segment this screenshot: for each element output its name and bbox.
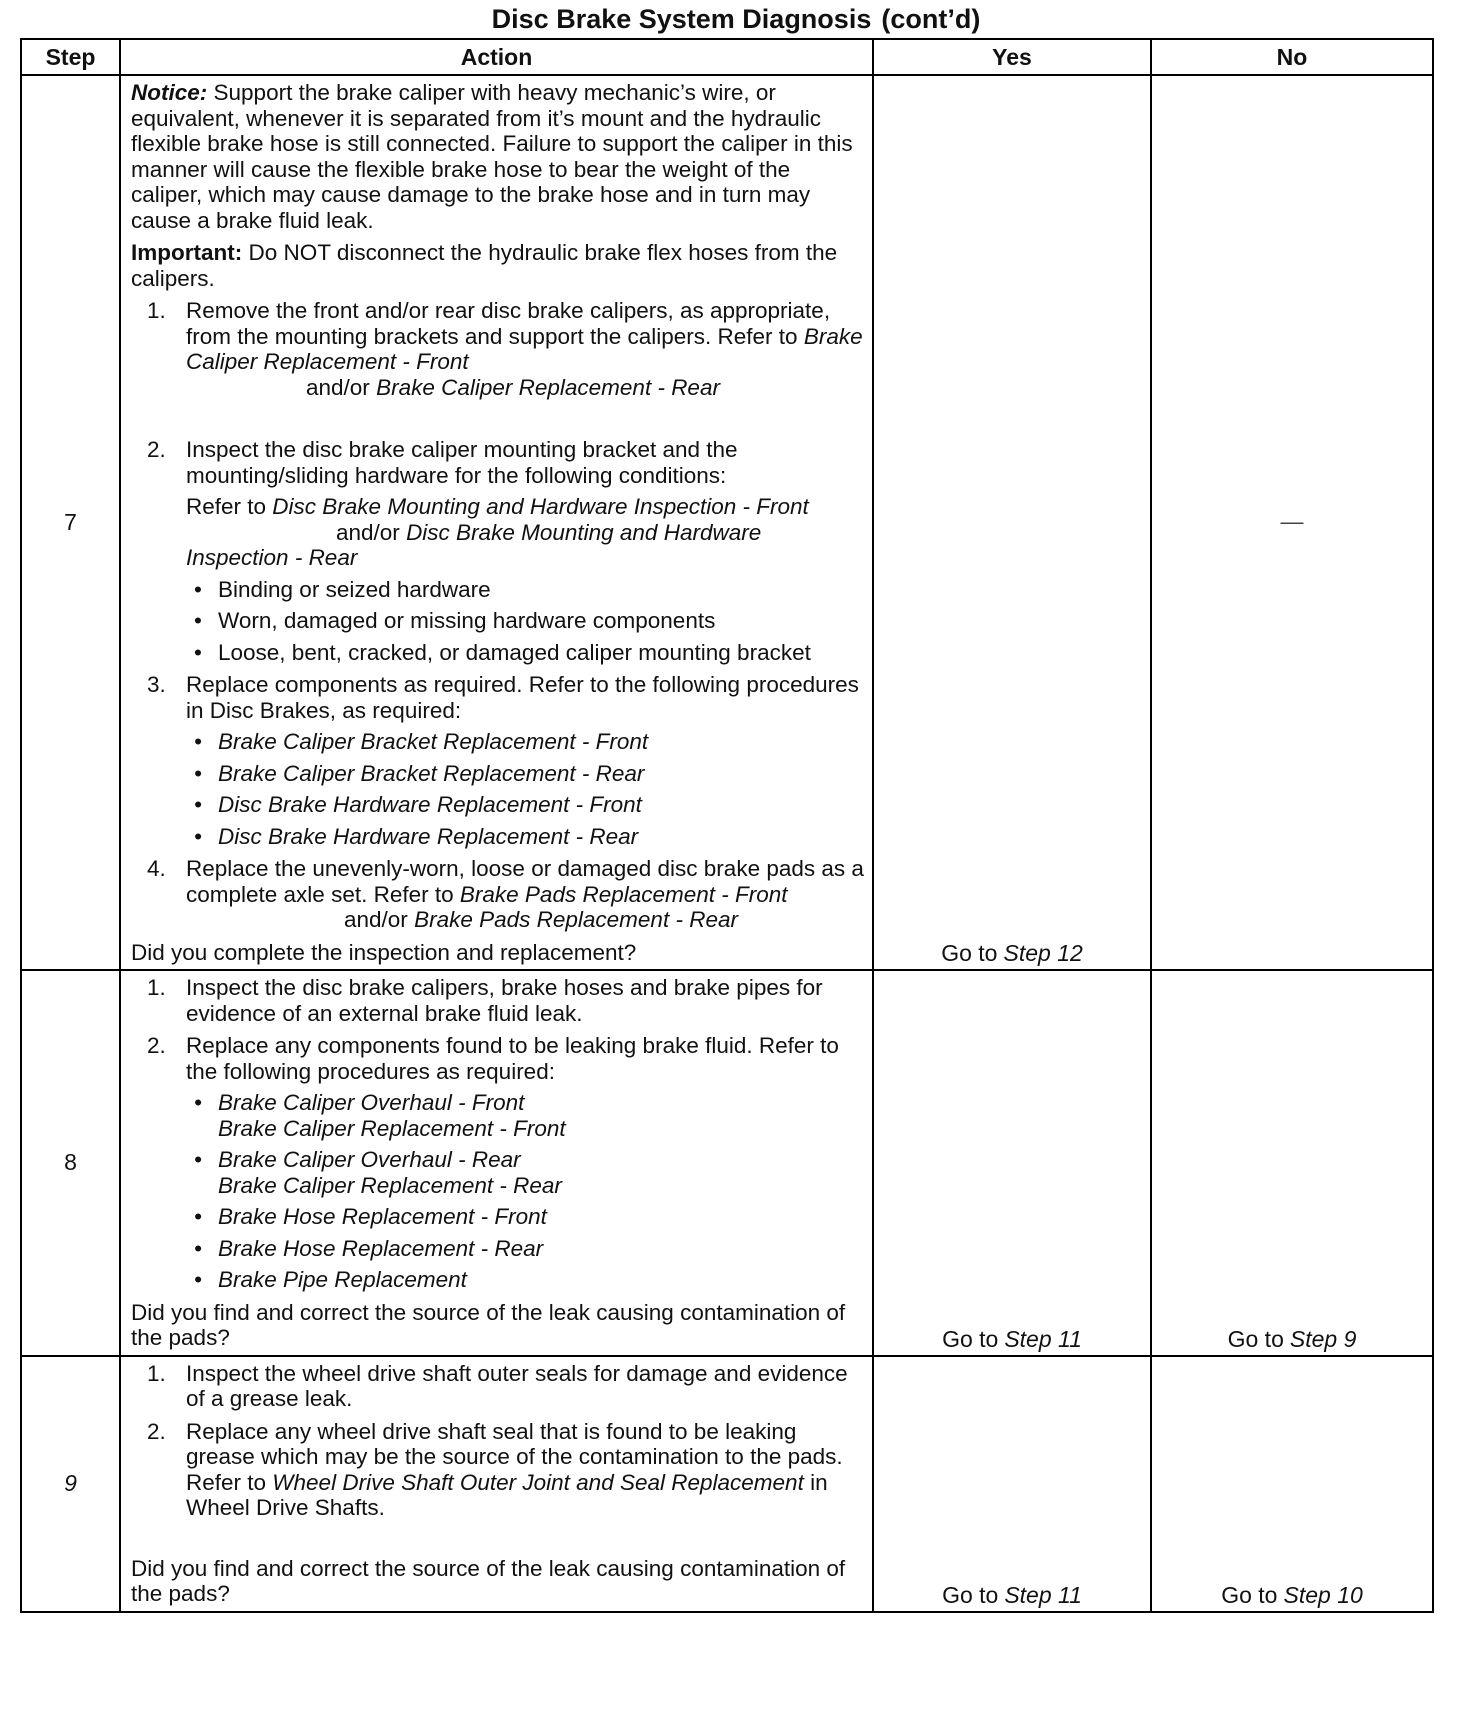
- procedure-reference[interactable]: Brake Caliper Replacement - Rear: [376, 374, 720, 400]
- item-text: Replace components as required. Refer to the following procedures in Disc Brakes, as required:: [186, 672, 859, 723]
- action-cell: [120, 1356, 873, 1612]
- diagnosis-table: [20, 38, 1434, 1613]
- bullet-item[interactable]: • Brake Caliper Overhaul - Rear Brake Caliper Replacement - Rear: [194, 1147, 562, 1198]
- procedure-reference[interactable]: Disc Brake Mounting and Hardware Inspection - Rear: [186, 519, 762, 570]
- list-item: [131, 975, 864, 1026]
- list-item: [131, 437, 864, 665]
- bullet-item[interactable]: • Disc Brake Hardware Replacement - Rear: [194, 823, 639, 849]
- bullet-list: [186, 1090, 864, 1293]
- goto-prefix: Go to: [941, 940, 998, 966]
- item-number: 2.: [147, 437, 166, 462]
- item-text: Remove the front and/or rear disc brake calipers, as appropriate, from the mounting brackets and support the calipers. Refer to: [186, 298, 831, 349]
- header-no: No: [1151, 39, 1433, 75]
- yes-cell: [873, 1356, 1151, 1612]
- bullet-list: [186, 577, 864, 666]
- list-item: [131, 1419, 864, 1549]
- bullet-item[interactable]: • Disc Brake Hardware Replacement - Front: [194, 792, 642, 817]
- bullet-item[interactable]: • Brake Hose Replacement - Front: [194, 1204, 547, 1229]
- item-text: Inspect the wheel drive shaft outer seals for damage and evidence of a grease leak.: [186, 1360, 848, 1411]
- item-number: 2.: [147, 1418, 166, 1444]
- question-text: Did you find and correct the source of the leak causing contamination of the pads?: [131, 1299, 846, 1350]
- item-number: 1.: [147, 975, 166, 1000]
- notice-text: Support the brake caliper with heavy mechanic’s wire, or equivalent, whenever it is separated from it’s mount and the hydraulic flexible brake hose is still connected. Failure to support the caliper in this manner will cause the flexible brake hose to bear the weight of the caliper, which may cause damage to the brake hose and in turn may cause a brake fluid leak.: [131, 80, 853, 233]
- and-or-text: and/or: [306, 374, 377, 400]
- action-cell: [120, 75, 873, 970]
- notice-label: Notice:: [131, 80, 208, 105]
- title-contd: (cont’d): [881, 4, 981, 34]
- list-item: [131, 672, 864, 849]
- question-text: Did you complete the inspection and replacement?: [131, 939, 637, 965]
- important-label: Important:: [131, 240, 243, 265]
- step-number: 9: [21, 1356, 120, 1612]
- bullet-item[interactable]: • Brake Caliper Bracket Replacement - Rear: [194, 760, 645, 786]
- bullet-item: • Loose, bent, cracked, or damaged caliper mounting bracket: [194, 639, 811, 665]
- header-action: Action: [120, 39, 873, 75]
- header-yes: Yes: [873, 39, 1151, 75]
- procedure-reference[interactable]: Disc Brake Mounting and Hardware Inspection - Front: [272, 494, 809, 519]
- item-text: Inspect the disc brake calipers, brake hoses and brake pipes for evidence of an external brake fluid leak.: [186, 975, 823, 1026]
- no-cell: [1151, 970, 1433, 1356]
- refer-paragraph: [186, 494, 864, 571]
- goto-step-link[interactable]: Step 9: [1289, 1325, 1357, 1352]
- goto-prefix: Go to: [1227, 1325, 1284, 1352]
- bullet-item[interactable]: • Brake Caliper Bracket Replacement - Front: [194, 729, 649, 754]
- page-title: [0, 4, 1472, 35]
- table-row-step-8: [21, 970, 1433, 1356]
- important-paragraph: [131, 240, 864, 291]
- yes-cell: [873, 75, 1151, 970]
- refer-text: Refer to: [186, 494, 273, 519]
- item-number: 4.: [147, 856, 166, 881]
- goto-prefix: Go to: [942, 1325, 999, 1352]
- bullet-item: • Worn, damaged or missing hardware components: [194, 608, 716, 633]
- goto-step-link[interactable]: Step 11: [1004, 1581, 1082, 1608]
- header-step: Step: [21, 39, 120, 75]
- item-text: Replace any wheel drive shaft seal that is found to be leaking grease which may be the source of the contamination to the pads. Refer to: [186, 1418, 843, 1495]
- step-number: 7: [21, 75, 120, 970]
- item-text: Replace any components found to be leaking brake fluid. Refer to the following procedures as required:: [186, 1033, 839, 1084]
- bullet-list: [186, 729, 864, 849]
- item-text-tail: in Wheel Drive Shafts.: [186, 1469, 828, 1520]
- goto-prefix: Go to: [1221, 1581, 1278, 1608]
- goto-step-link[interactable]: Step 10: [1283, 1581, 1363, 1608]
- list-item: [131, 856, 864, 933]
- goto-step-link[interactable]: Step 12: [1003, 940, 1083, 966]
- bullet-item: • Binding or seized hardware: [194, 576, 491, 602]
- procedure-reference[interactable]: Brake Pads Replacement - Rear: [414, 907, 738, 932]
- procedure-reference[interactable]: Wheel Drive Shaft Outer Joint and Seal Replacement: [272, 1469, 804, 1495]
- question-text: Did you find and correct the source of the leak causing contamination of the pads?: [131, 1555, 846, 1606]
- goto-prefix: Go to: [942, 1581, 999, 1608]
- bullet-item[interactable]: • Brake Caliper Overhaul - Front Brake Caliper Replacement - Front: [194, 1090, 566, 1141]
- no-dash: —: [1280, 508, 1304, 534]
- item-text: Replace the unevenly-worn, loose or damaged disc brake pads as a complete axle set. Refer to: [186, 856, 864, 907]
- and-or-text: and/or: [336, 519, 407, 545]
- no-cell: [1151, 75, 1433, 970]
- yes-cell: [873, 970, 1151, 1356]
- item-number: 1.: [147, 1360, 166, 1386]
- bullet-item[interactable]: • Brake Pipe Replacement: [194, 1267, 467, 1292]
- procedure-list: [131, 975, 864, 1293]
- procedure-reference[interactable]: Brake Pads Replacement - Front: [459, 881, 788, 907]
- title-text: Disc Brake System Diagnosis: [491, 4, 872, 34]
- item-text: Inspect the disc brake caliper mounting bracket and the mounting/sliding hardware for the following conditions:: [186, 437, 738, 488]
- bullet-item[interactable]: • Brake Hose Replacement - Rear: [194, 1235, 544, 1261]
- list-item: [131, 298, 864, 430]
- table-row-step-9: [21, 1356, 1433, 1612]
- item-number: 1.: [147, 298, 166, 323]
- important-text: Do NOT disconnect the hydraulic brake flex hoses from the calipers.: [131, 240, 838, 291]
- and-or-text: and/or: [344, 907, 415, 932]
- item-number: 3.: [147, 672, 166, 697]
- procedure-list: [131, 1361, 864, 1549]
- notice-paragraph: [131, 80, 864, 233]
- step-number: 8: [21, 970, 120, 1356]
- table-row-step-7: [21, 75, 1433, 970]
- goto-step-link[interactable]: Step 11: [1004, 1325, 1082, 1352]
- procedure-list: [131, 298, 864, 933]
- list-item: [131, 1361, 864, 1412]
- action-cell: [120, 970, 873, 1356]
- list-item: [131, 1033, 864, 1293]
- procedure-reference[interactable]: Brake Caliper Replacement - Front: [186, 323, 863, 374]
- no-cell: [1151, 1356, 1433, 1612]
- item-number: 2.: [147, 1033, 166, 1058]
- header-row: [21, 39, 1433, 75]
